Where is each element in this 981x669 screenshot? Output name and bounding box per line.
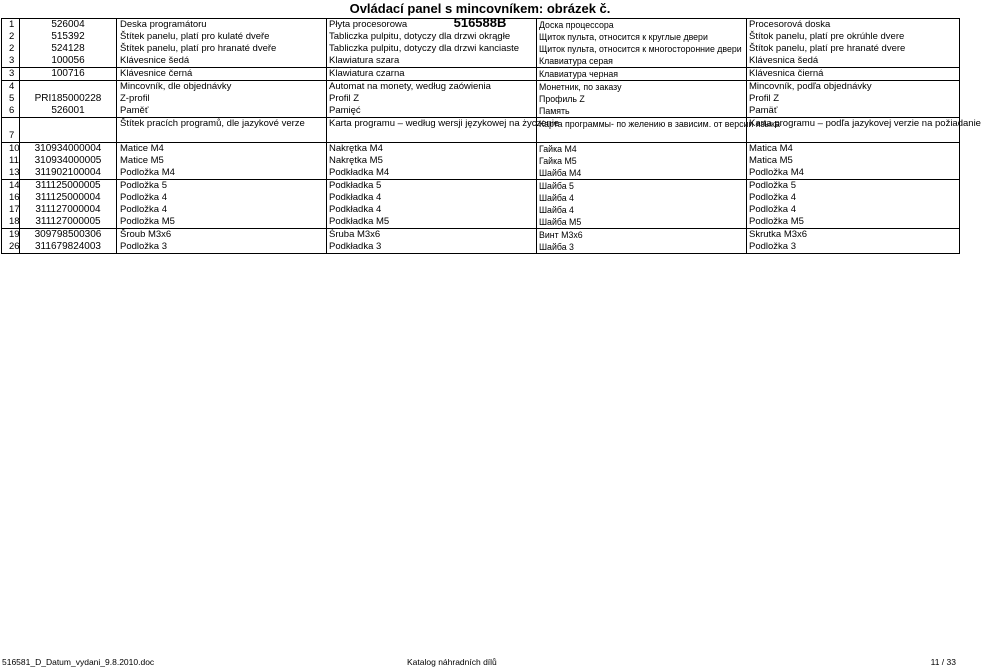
part-number-cell: 310934000005 [20,155,117,167]
part-number-cell: 526004 [20,19,117,32]
position-cell: 13 [2,167,20,180]
position-cell [2,118,20,131]
polish-description-cell: Podkładka 4 [327,204,537,216]
czech-description-cell: Podložka 4 [117,204,327,216]
footer-document-name: 516581_D_Datum_vydani_9.8.2010.doc [2,657,155,667]
slovak-description-cell: Podložka 5 [747,180,960,193]
polish-description-cell: Podkładka M4 [327,167,537,180]
part-number-cell: 524128 [20,43,117,55]
part-number-cell: 311902100004 [20,167,117,180]
position-cell: 2 [2,43,20,55]
czech-description-cell: Klávesnice šedá [117,55,327,68]
russian-description-cell: Шайба M4 [537,167,747,180]
table-row [2,229,960,242]
table-row [2,241,960,254]
table-row [2,130,960,143]
table-row [2,180,960,193]
table-row [2,55,960,68]
slovak-description-cell: Profil Z [747,93,960,105]
polish-description-cell: Płyta procesorowa [327,19,537,32]
part-number-cell: 311125000005 [20,180,117,193]
part-number-cell: 311125000004 [20,192,117,204]
part-number-cell: 310934000004 [20,143,117,156]
polish-description-cell: Tabliczka pulpitu, dotyczy dla drzwi kanciaste [327,43,537,55]
parts-table-body [2,19,981,254]
russian-description-cell: Доска процессора [537,19,747,32]
position-cell: 2 [2,31,20,43]
polish-description-cell: Podkładka 4 [327,192,537,204]
position-cell: 4 [2,81,20,94]
parts-table [1,18,981,254]
part-number-cell: 311679824003 [20,241,117,254]
polish-description-cell: Profil Z [327,93,537,105]
russian-description-cell: Шайба 3 [537,241,747,254]
slovak-description-cell: Štítok panelu, platí pre okrúhle dvere [747,31,960,43]
russian-description-cell: Гайка M5 [537,155,747,167]
polish-description-cell: Klawiatura szara [327,55,537,68]
part-number-cell: 311127000004 [20,204,117,216]
polish-description-cell: Karta programu – według wersji językowej na życzenie [327,118,537,131]
table-row [2,143,960,156]
czech-description-cell: Podložka 5 [117,180,327,193]
czech-description-cell: Mincovník, dle objednávky [117,81,327,94]
czech-description-cell: Štítek panelu, platí pro hranaté dveře [117,43,327,55]
table-row [2,81,960,94]
slovak-description-cell: Pamäť [747,105,960,118]
table-row [2,155,960,167]
part-number-cell: 309798500306 [20,229,117,242]
slovak-description-cell: Klávesnica šedá [747,55,960,68]
polish-description-cell: Automat na monety, według zaówienia [327,81,537,94]
russian-description-cell: Винт M3x6 [537,229,747,242]
slovak-description-cell: Podložka 4 [747,192,960,204]
slovak-description-cell: Podložka 4 [747,204,960,216]
czech-description-cell: Klávesnice černá [117,68,327,81]
slovak-description-cell: Mincovník, podľa objednávky [747,81,960,94]
table-row [2,93,960,105]
position-cell: 7 [2,130,20,143]
part-number-cell: 515392 [20,31,117,43]
footer-page-number: 11 / 33 [930,657,956,667]
slovak-description-cell: Matica M5 [747,155,960,167]
czech-description-cell: Z-profil [117,93,327,105]
slovak-description-cell: Podložka 3 [747,241,960,254]
table-row [2,31,960,43]
table-row [2,118,960,131]
polish-description-cell: Śruba M3x6 [327,229,537,242]
part-number-cell: 100056 [20,55,117,68]
position-cell: 6 [2,105,20,118]
table-row [2,105,960,118]
position-cell: 5 [2,93,20,105]
part-number-cell [20,81,117,94]
polish-description-cell: Podkładka 5 [327,180,537,193]
slovak-description-cell: Matica M4 [747,143,960,156]
position-cell: 26 [2,241,20,254]
position-cell: 14 [2,180,20,193]
czech-description-cell: Podložka 3 [117,241,327,254]
russian-description-cell: Гайка M4 [537,143,747,156]
russian-description-cell: Клавиатура серая [537,55,747,68]
table-row [2,43,960,55]
russian-description-cell [537,130,747,143]
czech-description-cell: Štítek panelu, platí pro kulaté dveře [117,31,327,43]
part-number-cell [20,130,117,143]
position-cell: 18 [2,216,20,229]
polish-description-cell: Klawiatura czarna [327,68,537,81]
part-number-cell: 100716 [20,68,117,81]
czech-description-cell: Matice M4 [117,143,327,156]
russian-description-cell: Шайба 4 [537,192,747,204]
part-number-cell [20,118,117,131]
russian-description-cell: Монетник, по заказу [537,81,747,94]
slovak-description-cell: Štítok panelu, platí pre hranaté dvere [747,43,960,55]
czech-description-cell: Deska programátoru [117,19,327,32]
polish-description-cell: Pamięć [327,105,537,118]
part-number-cell: PRI185000228 [20,93,117,105]
czech-description-cell: Podložka M5 [117,216,327,229]
slovak-description-cell: Podložka M5 [747,216,960,229]
czech-description-cell: Matice M5 [117,155,327,167]
footer-catalog-title: Katalog náhradních dílů [407,657,497,667]
russian-description-cell: Память [537,105,747,118]
position-cell: 3 [2,55,20,68]
russian-description-cell: Щиток пульта, относится к многосторонние двери [537,43,747,55]
slovak-description-cell: Klávesnica čierná [747,68,960,81]
position-cell: 17 [2,204,20,216]
czech-description-cell: Štítek pracích programů, dle jazykové verze [117,118,327,131]
czech-description-cell: Podložka M4 [117,167,327,180]
table-row [2,68,960,81]
czech-description-cell [117,130,327,143]
part-number-cell: 311127000005 [20,216,117,229]
position-cell: 10 [2,143,20,156]
slovak-description-cell [747,130,960,143]
table-row [2,167,960,180]
table-row [2,216,960,229]
polish-description-cell: Nakrętka M5 [327,155,537,167]
slovak-description-cell: Karta programu – podľa jazykovej verzie na požiadanie [747,118,960,131]
part-number-cell: 526001 [20,105,117,118]
russian-description-cell: Щиток пульта, относится к круглые двери [537,31,747,43]
table-row [2,192,960,204]
czech-description-cell: Šroub M3x6 [117,229,327,242]
russian-description-cell: Шайба 5 [537,180,747,193]
polish-description-cell: Tabliczka pulpitu, dotyczy dla drzwi okrągłe [327,31,537,43]
table-row [2,204,960,216]
russian-description-cell: Шайба 4 [537,204,747,216]
russian-description-cell: Клавиатура черная [537,68,747,81]
russian-description-cell: Профиль Z [537,93,747,105]
russian-description-cell: Карта программы- по желению в зависим. от версии языка [537,118,747,131]
table-row [2,19,960,32]
position-cell: 1 [2,19,20,32]
slovak-description-cell: Procesorová doska [747,19,960,32]
position-cell: 19 [2,229,20,242]
russian-description-cell: Шайба M5 [537,216,747,229]
polish-description-cell: Podkładka 3 [327,241,537,254]
czech-description-cell: Podložka 4 [117,192,327,204]
position-cell: 16 [2,192,20,204]
polish-description-cell: Podkładka M5 [327,216,537,229]
czech-description-cell: Paměť [117,105,327,118]
page-title: Ovládací panel s mincovníkem: obrázek č. 516588B [349,1,611,30]
polish-description-cell: Nakrętka M4 [327,143,537,156]
page-footer [0,656,960,668]
position-cell: 3 [2,68,20,81]
slovak-description-cell: Skrutka M3x6 [747,229,960,242]
slovak-description-cell: Podložka M4 [747,167,960,180]
polish-description-cell [327,130,537,143]
position-cell: 11 [2,155,20,167]
